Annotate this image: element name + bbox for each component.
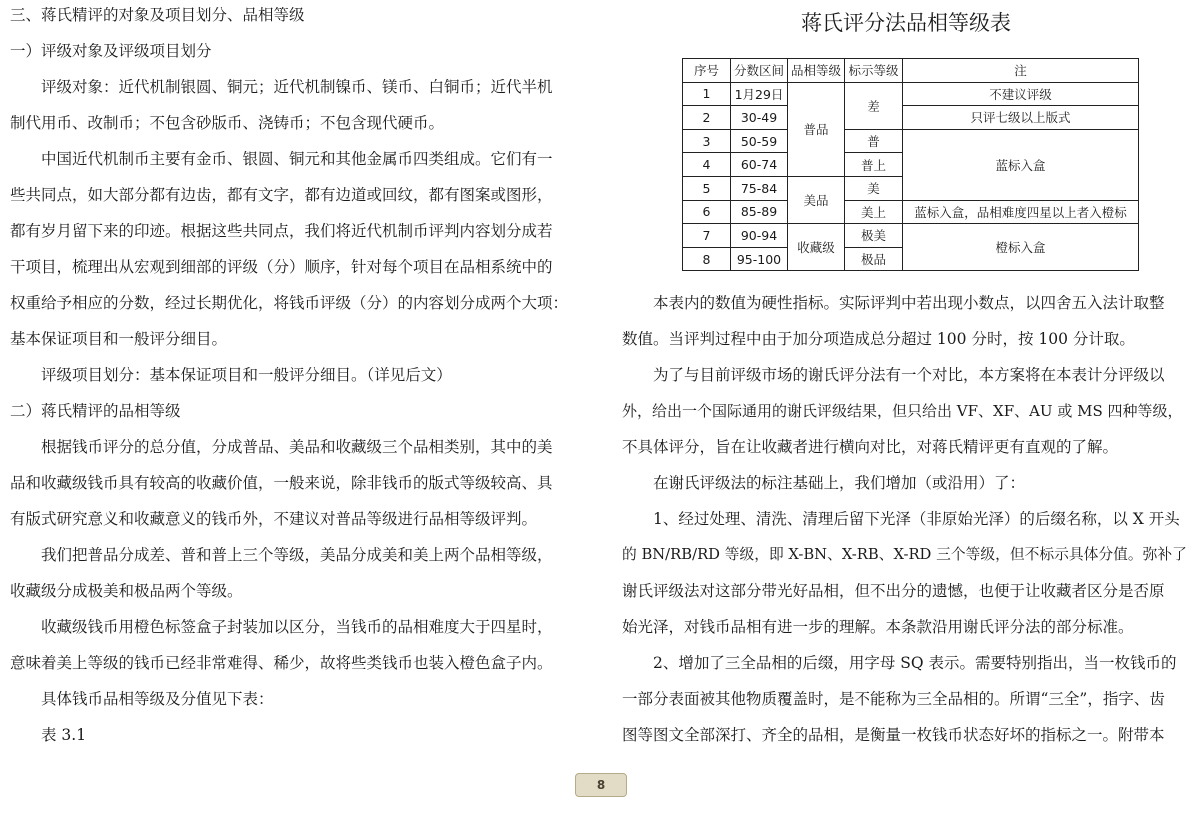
header-category: 品相等级: [788, 59, 845, 83]
paragraph-line: 权重给予相应的分数，经过长期优化，将钱币评级（分）的内容划分成两个大项：: [10, 294, 569, 312]
paragraph-line: 的 BN/RB/RD 等级，即 X-BN、X-RB、X-RD 三个等级，但不标示具体分值。弥补了: [622, 546, 1187, 563]
paragraph-line: 具体钱币品相等级及分值见下表：: [41, 690, 274, 708]
cell-serial: 4: [683, 153, 731, 177]
paragraph-line: 1、经过处理、清洗、清理后留下光泽（非原始光泽）的后缀名称，以 X 开头: [653, 510, 1180, 528]
paragraph-line: 为了与目前评级市场的谢氏评分法有一个对比，本方案将在本表计分评级以: [653, 366, 1165, 384]
paragraph-line: 些共同点，如大部分都有边齿，都有文字，都有边道或回纹，都有图案或图形，: [10, 186, 553, 204]
paragraph-line: 评级对象：近代机制银圆、铜元；近代机制镍币、镁币、白铜币；近代半机: [41, 78, 553, 96]
cell-range: 1月29日: [731, 82, 788, 106]
cell-range: 75-84: [731, 176, 788, 200]
table-header-row: [683, 59, 1139, 83]
cell-serial: 3: [683, 129, 731, 153]
table-row: [683, 224, 1139, 248]
grade-table: [682, 58, 1139, 271]
paragraph-line: 根据钱币评分的总分值，分成普品、美品和收藏级三个品相类别，其中的美: [41, 438, 553, 456]
cell-range: 85-89: [731, 200, 788, 224]
cell-range: 95-100: [731, 247, 788, 271]
cell-serial: 8: [683, 247, 731, 271]
header-serial: 序号: [683, 59, 731, 83]
table-row: [683, 129, 1139, 153]
paragraph-line: 收藏级钱币用橙色标签盒子封装加以区分，当钱币的品相难度大于四星时，: [41, 618, 553, 636]
paragraph-line: 干项目，梳理出从宏观到细部的评级（分）顺序，针对每个项目在品相系统中的: [10, 258, 553, 276]
cell-mark: 美上: [845, 200, 903, 224]
table-row: [683, 82, 1139, 106]
cell-note: 只评七级以上版式: [903, 106, 1139, 130]
subsection-heading: 二）蒋氏精评的品相等级: [10, 402, 181, 420]
cell-note: 橙标入盒: [903, 224, 1139, 271]
header-mark: 标示等级: [845, 59, 903, 83]
cell-mark: 差: [845, 82, 903, 129]
paragraph-line: 2、增加了三全品相的后缀，用字母 SQ 表示。需要特别指出，当一枚钱币的: [653, 654, 1177, 672]
cell-mark: 美: [845, 176, 903, 200]
table-row: [683, 106, 1139, 130]
paragraph-line: 我们把普品分成差、普和普上三个等级，美品分成美和美上两个品相等级，: [41, 546, 553, 564]
paragraph-line: 中国近代机制币主要有金币、银圆、铜元和其他金属币四类组成。它们有一: [41, 150, 553, 168]
cell-category: 美品: [788, 176, 845, 223]
cell-category: 普品: [788, 82, 845, 176]
paragraph-line: 有版式研究意义和收藏意义的钱币外，不建议对普品等级进行品相等级评判。: [10, 510, 538, 528]
cell-range: 60-74: [731, 153, 788, 177]
cell-serial: 7: [683, 224, 731, 248]
cell-category: 收藏级: [788, 224, 845, 271]
cell-mark: 普上: [845, 153, 903, 177]
section-heading: 三、蒋氏精评的对象及项目划分、品相等级: [10, 6, 305, 24]
subsection-heading: 一）评级对象及评级项目划分: [10, 42, 212, 60]
paragraph-line: 不具体评分，旨在让收藏者进行横向对比，对蒋氏精评更有直观的了解。: [622, 438, 1119, 456]
table-row: [683, 200, 1139, 224]
paragraph-line: 数值。当评判过程中由于加分项造成总分超过 100 分时，按 100 分计取。: [622, 330, 1135, 348]
cell-range: 90-94: [731, 224, 788, 248]
paragraph-line: 意味着美上等级的钱币已经非常难得、稀少，故将些类钱币也装入橙色盒子内。: [10, 654, 553, 672]
cell-serial: 2: [683, 106, 731, 130]
paragraph-line: 外，给出一个国际通用的谢氏评级结果，但只给出 VF、XF、AU 或 MS 四种等级，: [622, 402, 1183, 420]
paragraph-line: 在谢氏评级法的标注基础上，我们增加（或沿用）了：: [653, 474, 1026, 492]
paragraph-line: 图等图文全部深打、齐全的品相，是衡量一枚钱币状态好坏的指标之一。附带本: [622, 726, 1165, 744]
paragraph-line: 都有岁月留下来的印迹。根据这些共同点，我们将近代机制币评判内容划分成若: [10, 222, 553, 240]
paragraph-line: 本表内的数值为硬性指标。实际评判中若出现小数点，以四舍五入法计取整: [653, 294, 1165, 312]
paragraph-line: 品和收藏级钱币具有较高的收藏价值，一般来说，除非钱币的版式等级较高、具: [10, 474, 553, 492]
cell-mark: 极美: [845, 224, 903, 248]
cell-range: 30-49: [731, 106, 788, 130]
paragraph-line: 收藏级分成极美和极品两个等级。: [10, 582, 243, 600]
header-range: 分数区间: [731, 59, 788, 83]
table-caption: 表 3.1: [41, 726, 87, 744]
header-note: 注: [903, 59, 1139, 83]
cell-serial: 5: [683, 176, 731, 200]
paragraph-line: 谢氏评级法对这部分带光好品相，但不出分的遗憾，也便于让收藏者区分是否原: [622, 582, 1165, 600]
cell-range: 50-59: [731, 129, 788, 153]
paragraph-line: 基本保证项目和一般评分细目。: [10, 330, 228, 348]
cell-serial: 6: [683, 200, 731, 224]
cell-mark: 普: [845, 129, 903, 153]
cell-note: 不建议评级: [903, 82, 1139, 106]
paragraph-line: 评级项目划分：基本保证项目和一般评分细目。（详见后文）: [41, 366, 452, 384]
paragraph-line: 制代用币、改制币；不包含砂版币、浇铸币；不包含现代硬币。: [10, 114, 445, 132]
cell-serial: 1: [683, 82, 731, 106]
paragraph-line: 一部分表面被其他物质覆盖时，是不能称为三全品相的。所谓“三全”，指字、齿: [622, 690, 1165, 708]
paragraph-line: 始光泽，对钱币品相有进一步的理解。本条款沿用谢氏评分法的部分标准。: [622, 618, 1134, 636]
cell-note: 蓝标入盒，品相难度四星以上者入橙标: [903, 200, 1139, 224]
table-title: 蒋氏评分法品相等级表: [801, 11, 1011, 35]
page-number-badge: 8: [575, 773, 627, 797]
cell-mark: 极品: [845, 247, 903, 271]
cell-note: 蓝标入盒: [903, 129, 1139, 200]
